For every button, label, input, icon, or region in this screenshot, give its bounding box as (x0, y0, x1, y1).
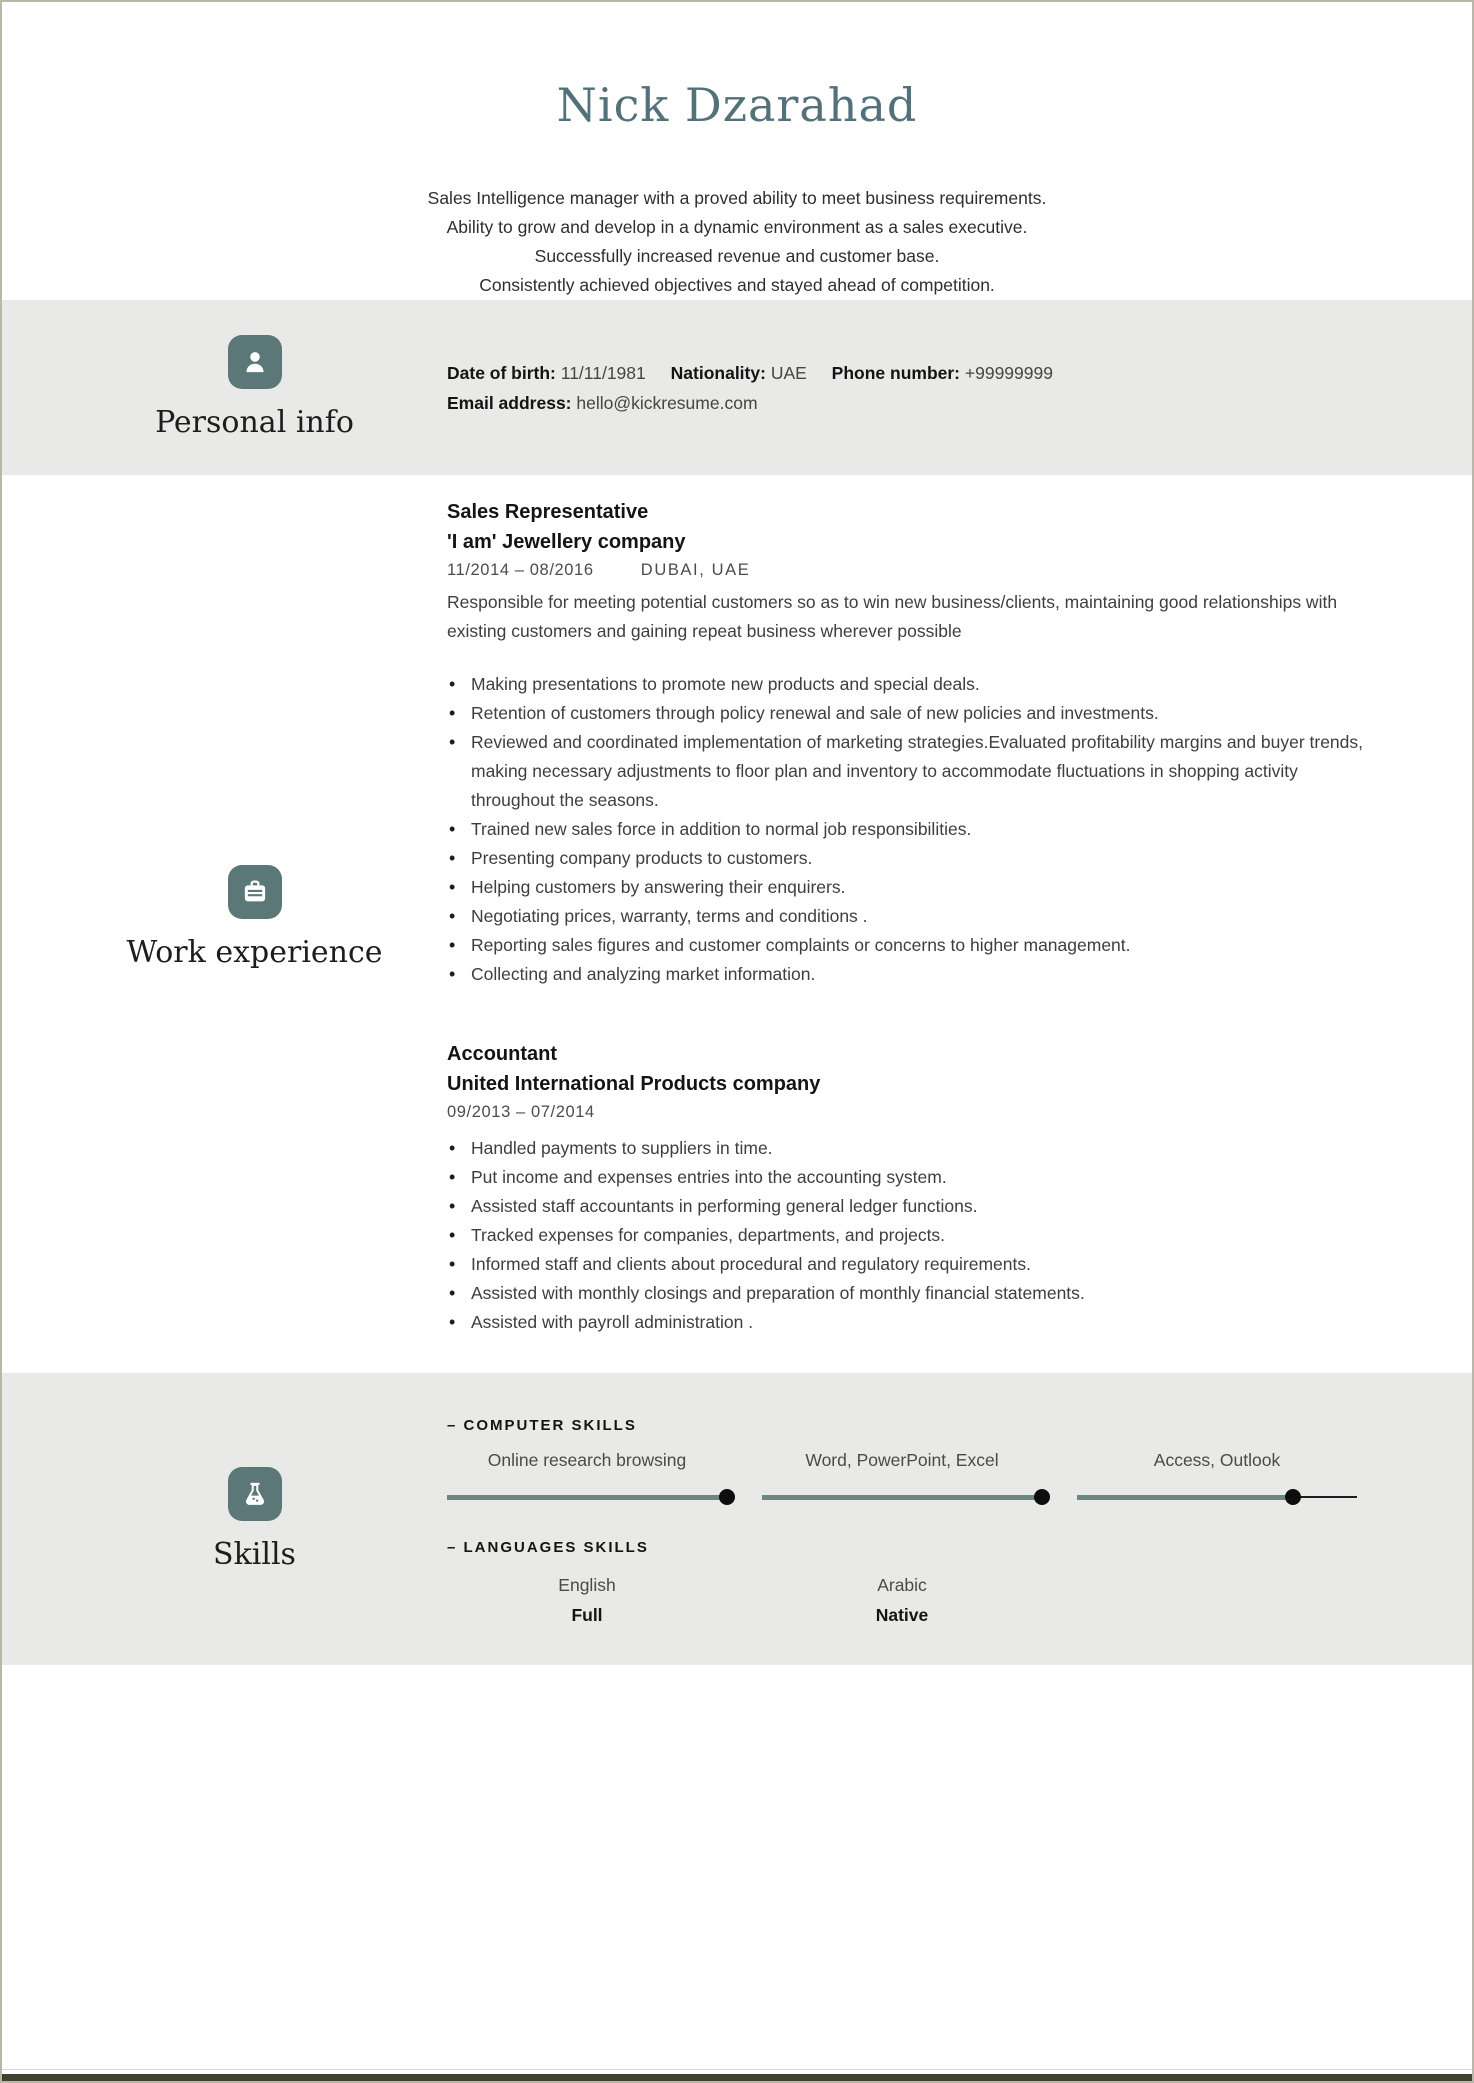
slider-dot (1285, 1489, 1301, 1505)
job-entry (447, 1039, 1387, 1337)
job-dates: 09/2013 – 07/2014 (447, 1103, 595, 1121)
skills-content (447, 1409, 1387, 1630)
summary-line: Consistently achieved objectives and stayed ahead of competition. (479, 275, 995, 295)
slider-dot (719, 1489, 735, 1505)
job-title: Accountant (447, 1043, 557, 1065)
candidate-name: Nick Dzarahad (556, 78, 918, 132)
personal-info-line (447, 358, 1387, 388)
work-experience-label: Work experience (126, 934, 383, 970)
bullet-item: • Assisted staff accountants in performing general ledger functions. (447, 1192, 1377, 1221)
language-item (447, 1570, 727, 1630)
briefcase-icon (228, 865, 282, 919)
work-experience-left-column (2, 497, 447, 1337)
skills-section (2, 1373, 1472, 1665)
skills-left-column (2, 1373, 447, 1665)
job-location: DUBAI, UAE (640, 561, 751, 579)
skill-name: Online research browsing (487, 1449, 687, 1470)
bullet-item: • Put income and expenses entries into the accounting system. (447, 1163, 1377, 1192)
job-dates: 11/2014 – 08/2016 (447, 561, 594, 579)
bullet-item: • Presenting company products to customers. (447, 844, 1377, 873)
slider-track-rest (1293, 1496, 1357, 1498)
bullet-item: • Negotiating prices, warranty, terms and conditions . (447, 902, 1377, 931)
job-meta (447, 1103, 1387, 1122)
summary-line: Sales Intelligence manager with a proved ability to meet business requirements. (427, 188, 1047, 208)
bullet-item: • Collecting and analyzing market information. (447, 960, 1377, 989)
slider-track-fill (1077, 1495, 1293, 1500)
personal-info-section (2, 300, 1472, 475)
language-level: Native (875, 1604, 929, 1625)
computer-skills-group (447, 1417, 1387, 1505)
summary-line: Successfully increased revenue and customer base. (534, 246, 940, 266)
page-bottom-bar (2, 2074, 1472, 2081)
personal-info-line (447, 388, 1387, 418)
summary-line: Ability to grow and develop in a dynamic environment as a sales executive. (446, 217, 1028, 237)
job-company: United International Products company (447, 1073, 821, 1095)
skill-item (1077, 1450, 1357, 1505)
summary (2, 184, 1472, 300)
job-title: Sales Representative (447, 501, 649, 523)
skill-item (762, 1450, 1042, 1505)
skill-slider (447, 1489, 727, 1505)
skill-item (447, 1450, 727, 1505)
job-description: Responsible for meeting potential customers so as to win new business/clients, maintaining good relationships with existing customers and gaining repeat business wherever possible (447, 592, 1338, 641)
language-name: English (558, 1574, 616, 1595)
person-icon (228, 335, 282, 389)
job-entry (447, 497, 1387, 989)
language-name: Arabic (877, 1574, 927, 1595)
personal-info-left-column (2, 300, 447, 475)
bullet-item: • Retention of customers through policy renewal and sale of new policies and investments. (447, 699, 1377, 728)
job-bullet-list (447, 1134, 1387, 1337)
bullet-item: • Assisted with payroll administration . (447, 1308, 1377, 1337)
language-level: Full (571, 1604, 603, 1625)
skills-label: Skills (213, 1536, 296, 1572)
bullet-item: • Making presentations to promote new products and special deals. (447, 670, 1377, 699)
computer-skills-heading: – COMPUTER SKILLS (447, 1416, 637, 1434)
skill-slider (1077, 1489, 1357, 1505)
slider-track-fill (762, 1495, 1042, 1500)
job-bullet-list (447, 670, 1387, 989)
skill-slider (762, 1489, 1042, 1505)
field-phone-number: Phone number: +99999999 (831, 362, 1053, 383)
field-nationality: Nationality: UAE (670, 362, 807, 383)
language-item (762, 1570, 1042, 1630)
personal-info-content (447, 358, 1387, 418)
bullet-item: • Helping customers by answering their enquirers. (447, 873, 1377, 902)
skill-name: Word, PowerPoint, Excel (805, 1449, 999, 1470)
field-email-address: Email address: hello@kickresume.com (447, 392, 758, 413)
bottom-divider (2, 2069, 1472, 2070)
job-company: 'I am' Jewellery company (447, 531, 686, 553)
skill-name: Access, Outlook (1153, 1449, 1281, 1470)
language-skills-group (447, 1539, 1387, 1630)
bullet-item: • Reviewed and coordinated implementation of marketing strategies.Evaluated profitability margins and buyer trends, making necessary adjustments to floor plan and inventory to accommodate fluctuations in shopping activity throughout the seasons. (447, 728, 1377, 815)
bullet-item: • Reporting sales figures and customer complaints or concerns to higher management. (447, 931, 1377, 960)
work-experience-content (447, 497, 1387, 1337)
work-experience-section (2, 475, 1472, 1373)
field-date-of-birth: Date of birth: 11/11/1981 (447, 362, 646, 383)
slider-dot (1034, 1489, 1050, 1505)
bullet-item: • Informed staff and clients about procedural and regulatory requirements. (447, 1250, 1377, 1279)
language-skills-heading: – LANGUAGES SKILLS (447, 1538, 649, 1556)
job-meta (447, 561, 1387, 580)
bullet-item: • Tracked expenses for companies, departments, and projects. (447, 1221, 1377, 1250)
slider-track-fill (447, 1495, 727, 1500)
bullet-item: • Handled payments to suppliers in time. (447, 1134, 1377, 1163)
resume-header (2, 2, 1472, 300)
personal-info-label: Personal info (155, 405, 354, 440)
flask-icon (228, 1467, 282, 1521)
bullet-item: • Trained new sales force in addition to normal job responsibilities. (447, 815, 1377, 844)
bullet-item: • Assisted with monthly closings and preparation of monthly financial statements. (447, 1279, 1377, 1308)
